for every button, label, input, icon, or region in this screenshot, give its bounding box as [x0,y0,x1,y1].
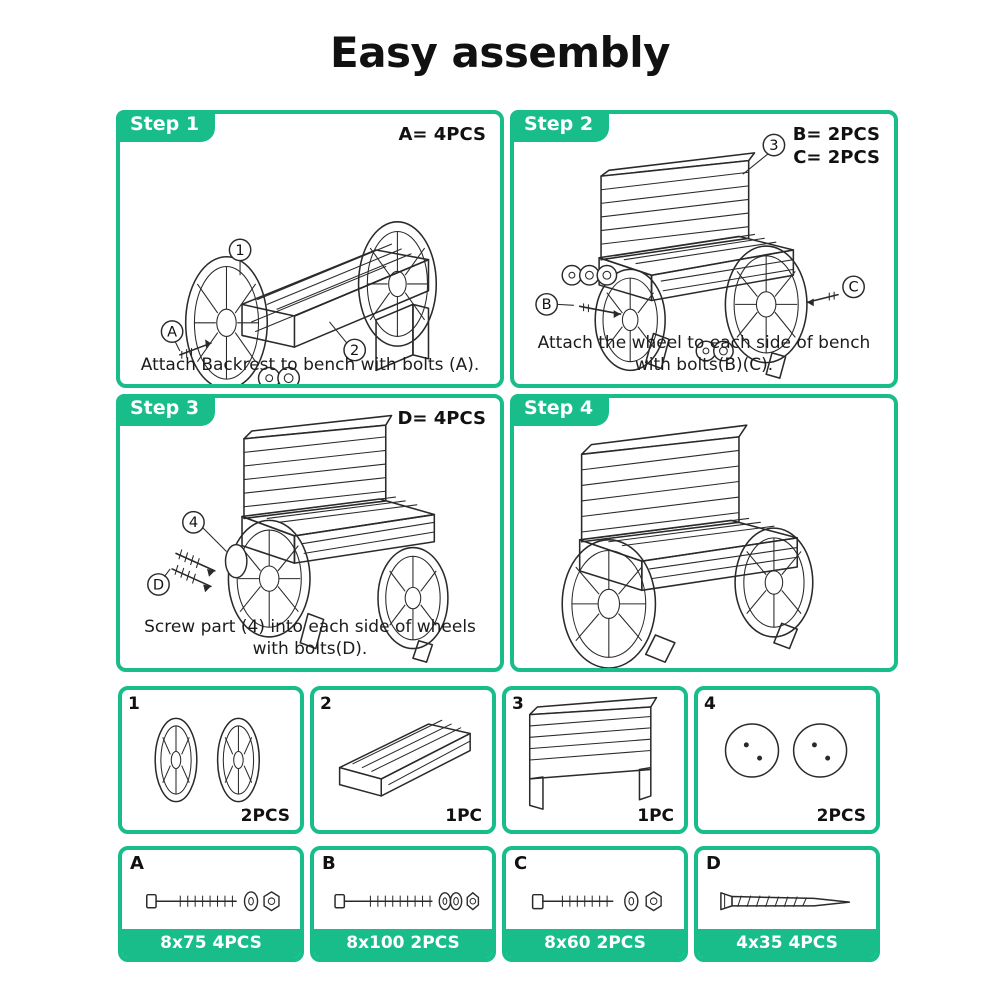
svg-text:B: B [541,296,552,314]
hardware-a-letter: A [130,853,144,874]
part-2-qty: 1PC [445,806,482,826]
hardware-d-letter: D [706,853,721,874]
svg-text:1: 1 [235,241,245,259]
step-1-panel [116,110,504,388]
part-3-qty: 1PC [637,806,674,826]
step-3-qty: D= 4PCS [397,408,486,429]
hardware-panel-b [310,846,496,962]
step-3-caption: Screw part (4) into each side of wheels with bolts(D). [144,616,476,659]
part-panel-4 [694,686,880,834]
hardware-panel-c [502,846,688,962]
step-3-tab: Step 3 [116,394,215,426]
hardware-b-letter: B [322,853,336,874]
part-panel-2 [310,686,496,834]
hardware-d-label: 4x35 4PCS [698,929,876,958]
hardware-b-label: 8x100 2PCS [314,929,492,958]
step-2-qty-c: C= 2PCS [793,146,880,168]
step-1-tab: Step 1 [116,110,215,142]
step-4-panel [510,394,898,672]
hardware-c-label: 8x60 2PCS [506,929,684,958]
svg-text:D: D [152,576,165,594]
hardware-a-label: 8x75 4PCS [122,929,300,958]
svg-text:A: A [167,323,178,341]
step-3-panel [116,394,504,672]
step-1-illustration [120,114,500,384]
hardware-panel-a [118,846,304,962]
svg-text:3: 3 [769,136,779,154]
step-1-caption: Attach Backrest to bench with bolts (A). [140,354,480,375]
hardware-panel-d [694,846,880,962]
step-4-illustration [514,398,894,668]
part-4-number: 4 [704,694,716,714]
part-panel-1 [118,686,304,834]
step-1-qty: A= 4PCS [398,124,486,145]
step-2-qty-b: B= 2PCS [792,124,880,145]
hardware-c-letter: C [514,853,528,874]
part-4-qty: 2PCS [816,806,866,826]
part-panel-3 [502,686,688,834]
svg-text:C: C [848,278,859,296]
part-1-number: 1 [128,694,140,714]
step-2-caption: Attach the wheel to each side of bench with bolts(B)(C). [537,332,871,375]
step-2-tab: Step 2 [510,110,609,142]
svg-text:4: 4 [188,514,199,532]
step-2-panel [510,110,898,388]
svg-text:2: 2 [350,341,360,359]
part-3-number: 3 [512,694,524,714]
part-2-number: 2 [320,694,332,714]
step-4-tab: Step 4 [510,394,609,426]
page-title: Easy assembly [330,28,670,77]
part-1-qty: 2PCS [240,806,290,826]
